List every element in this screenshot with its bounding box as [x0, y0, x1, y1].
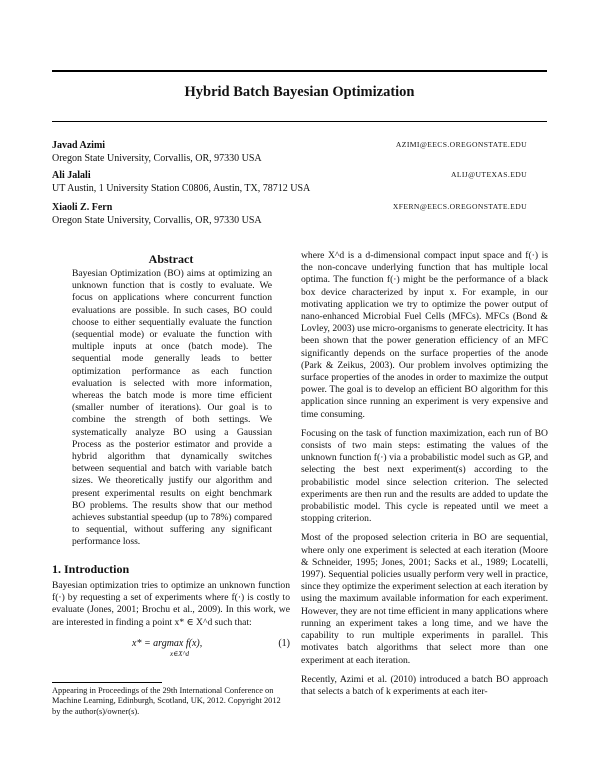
author-affiliation: Oregon State University, Corvallis, OR, 97330 USA: [52, 215, 262, 226]
author-affiliation: Oregon State University, Corvallis, OR, 97330 USA: [52, 153, 262, 164]
paragraph: where X^d is a d-dimensional compact input space and f(·) is the non-concave underlying function that has multiple local optima. The function f(·) might be the performance of a black box device characterized by input x. For example, in our motivating application we try to optimize the power output of nano-enhanced Microbial Fuel Cells (MFCs). MFCs (Bond & Lovley, 2003) use micro-organisms to generate electricity. It has been shown that the power generation efficiency of an MFC significantly depends on the surface properties of the anode (Park & Zeikus, 2003). Our problem involves optimizing the surface properties of the anodes in order to maximize the output power. The goal is to develop an efficient BO algorithm for this application since running an experiment is very expensive and time consuming.: [301, 250, 548, 420]
footnote: Appearing in Proceedings of the 29th International Conference on Machine Learning, Edinburgh, Scotland, UK, 2012. Copyright 2012 by the author(s)/owner(s).: [52, 686, 281, 716]
abstract-heading: Abstract: [148, 252, 194, 266]
paper-title: Hybrid Batch Bayesian Optimization: [184, 84, 415, 100]
title-bottom-rule: [52, 121, 547, 122]
paragraph: Recently, Azimi et al. (2010) introduced a batch BO approach that selects a batch of k experiments at each iter-: [301, 673, 548, 697]
author-block: [52, 202, 547, 226]
title-top-rule: [52, 70, 547, 72]
author-email: XFERN@EECS.OREGONSTATE.EDU: [392, 202, 527, 211]
equation-number: (1): [278, 638, 290, 649]
equation: [52, 638, 290, 666]
author-email: AZIMI@EECS.OREGONSTATE.EDU: [395, 140, 527, 149]
paragraph: Focusing on the task of function maximization, each run of BO consists of two main steps: estimating the values of the unknown function f(·) via a probabilistic model such as GP, and selecting the best next experiment(s) according to the probabilistic model since selection criterion. The selected experiments are then run and the results are added to update the probabilistic model. This cycle is repeated until we meet a stopping criterion.: [301, 427, 548, 525]
right-column: [301, 250, 548, 705]
author-email: ALIJ@UTEXAS.EDU: [450, 170, 527, 179]
author-name: Ali Jalali: [52, 170, 91, 181]
equation-subscript: x∈X^d: [170, 650, 190, 658]
paragraph: Most of the proposed selection criteria in BO are sequential, where only one experiment is selected at each iteration (Moore & Schneider, 1995; Jones, 2001; Sacks et al., 1989; Locatelli, 1997). Sequential policies usually perform very well in practice, since they optimize the experiment selection at each iteration by using the maximum available information for each experiment. However, they are not time efficient in many applications where running an experiment takes a long time, and we have the capability to run multiple experiments in parallel. This motivates batch algorithms that select more than one experiment at each iteration.: [301, 532, 548, 666]
intro-paragraph: Bayesian optimization tries to optimize an unknown function f(·) by requesting a set of experiments where f(·) is costly to evaluate (Jones, 2001; Brochu et al., 2009). In this work, we are interested in finding a point x* ∈ X^d such that:: [52, 580, 290, 628]
footnote-rule: [52, 682, 162, 683]
abstract-text: Bayesian Optimization (BO) aims at optimizing an unknown function that is costly to evaluate. We focus on applications where concurrent function evaluations are possible. In such cases, BO could choose to either sequentially evaluate the function (sequential mode) or evaluate the function with multiple inputs at once (batch mode). The sequential mode generally leads to better optimization performance as each function evaluation is selected with more information, whereas the batch mode is more time efficient (smaller number of iterations). Our goal is to combine the strength of both settings. We systematically analyze BO using a Gaussian Process as the posterior estimator and provide a hybrid algorithm that dynamically switches between sequential and batch with variable batch sizes. We theoretically justify our algorithm and present experimental results on eight benchmark BO problems. The results show that our method achieves substantial speedup (up to 78%) compared to sequential, without suffering any significant performance loss.: [72, 268, 272, 548]
author-block: [52, 140, 547, 164]
author-affiliation: UT Austin, 1 University Station C0806, Austin, TX, 78712 USA: [52, 183, 311, 194]
section-heading: 1. Introduction: [52, 562, 130, 576]
author-block: [52, 170, 547, 194]
author-name: Javad Azimi: [52, 140, 106, 151]
author-name: Xiaoli Z. Fern: [52, 202, 113, 213]
equation-body: x* = argmax f(x),: [132, 638, 203, 649]
